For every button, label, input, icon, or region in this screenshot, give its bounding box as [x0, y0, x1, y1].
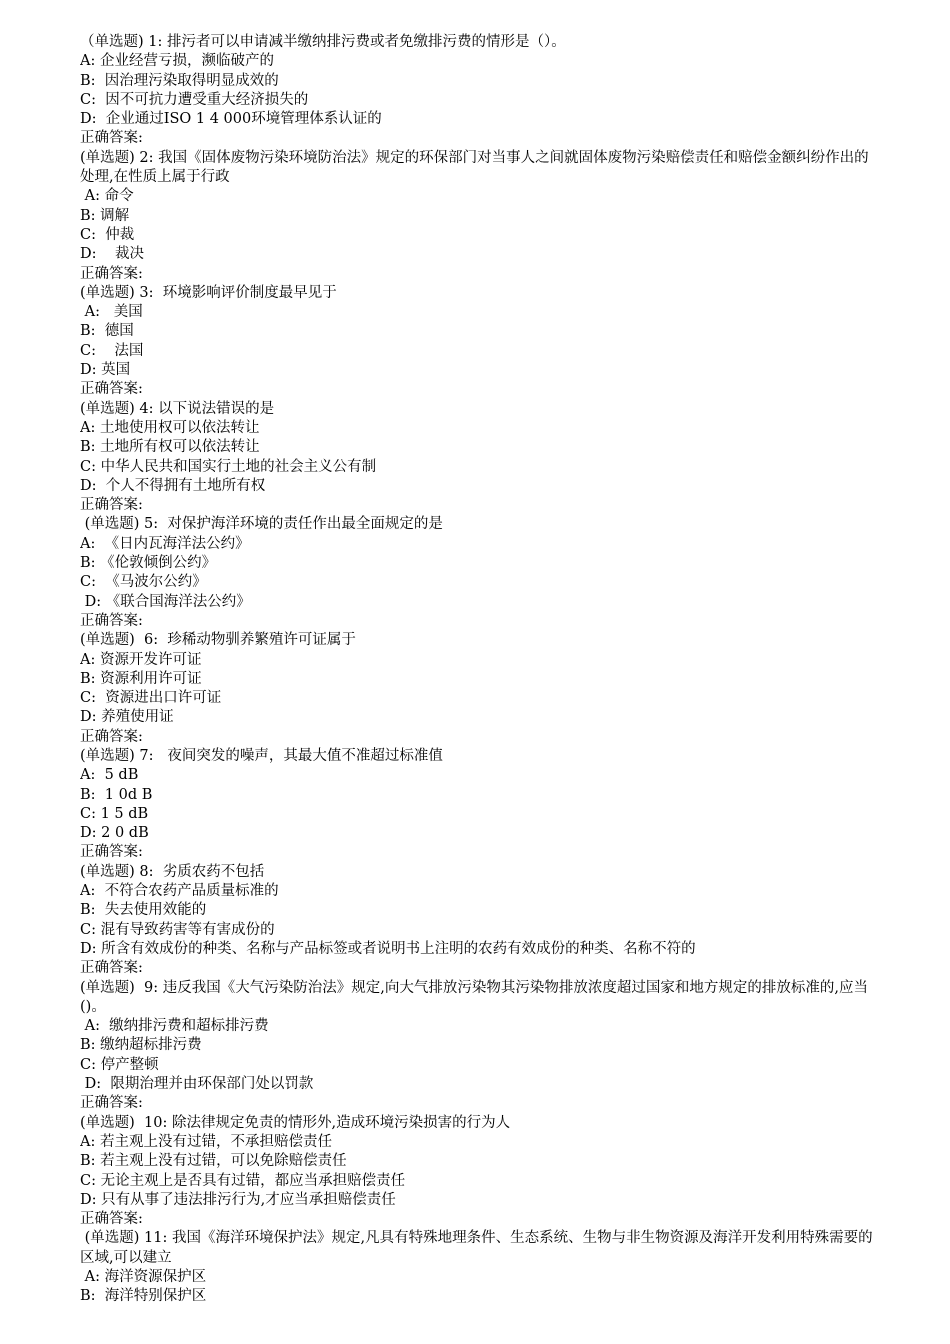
option-b: B: 德国: [80, 323, 134, 340]
option-c: C: 仲裁: [80, 226, 135, 243]
option-a: A: 不符合农药产品质量标准的: [80, 883, 279, 900]
question-block: [80, 33, 880, 149]
answer-label: 正确答案:: [80, 265, 143, 282]
option-c: C: 1 5 dB: [80, 805, 149, 822]
question-block: [80, 1229, 880, 1306]
answer-label: 正确答案:: [80, 1095, 143, 1112]
option-b: B: 调解: [80, 207, 130, 224]
question-stem: （单选题) 1: 排污者可以申请减半缴纳排污费或者免缴排污费的情形是（）。: [80, 34, 566, 50]
option-b: B: 缴纳超标排污费: [80, 1037, 202, 1054]
answer-label: 正确答案:: [80, 844, 143, 861]
option-d: D: 2 0 dB: [80, 825, 149, 842]
answer-label: 正确答案:: [80, 612, 143, 629]
option-b: B: 《伦敦倾倒公约》: [80, 555, 217, 572]
question-stem: (单选题) 5: 对保护海洋环境的责任作出最全面规定的是: [80, 516, 443, 533]
option-a: A: 土地使用权可以依法转让: [80, 419, 260, 436]
question-block: [80, 149, 880, 284]
option-b: B: 海洋特别保护区: [80, 1288, 207, 1305]
option-a: A: 缴纳排污费和超标排污费: [80, 1018, 269, 1035]
question-stem: (单选题) 9: 违反我国《大气污染防治法》规定,向大气排放污染物其污染物排放浓度超过国家和地方规定的排放标准的,应当()。: [80, 979, 868, 1015]
answer-label: 正确答案:: [80, 381, 143, 398]
option-b: B: 因治理污染取得明显成效的: [80, 72, 279, 89]
answer-label: 正确答案:: [80, 130, 143, 147]
answer-label: 正确答案:: [80, 497, 143, 514]
question-stem: (单选题) 7: 夜间突发的噪声，其最大值不准超过标准值: [80, 747, 443, 764]
question-stem: (单选题) 8: 劣质农药不包括: [80, 863, 265, 880]
option-c: C: 停产整顿: [80, 1056, 159, 1073]
exam-document: [80, 33, 880, 1307]
option-b: B: 失去使用效能的: [80, 902, 207, 919]
option-d: D: 所含有效成份的种类、名称与产品标签或者说明书上注明的农药有效成份的种类、名称不符的: [80, 940, 696, 957]
option-a: A: 5 dB: [80, 767, 139, 784]
option-a: A: 企业经营亏损，濒临破产的: [80, 53, 274, 70]
option-c: C: 中华人民共和国实行土地的社会主义公有制: [80, 458, 377, 475]
option-d: D: 企业通过ISO 1 4 000环境管理体系认证的: [80, 111, 382, 128]
question-stem: (单选题) 3: 环境影响评价制度最早见于: [80, 284, 337, 301]
option-c: C: 《马波尔公约》: [80, 574, 207, 591]
question-stem: (单选题) 6: 珍稀动物驯养繁殖许可证属于: [80, 632, 356, 649]
option-c: C: 混有导致药害等有害成份的: [80, 921, 275, 938]
option-b: B: 1 0d B: [80, 786, 153, 803]
question-block: [80, 515, 880, 631]
option-c: C: 无论主观上是否具有过错，都应当承担赔偿责任: [80, 1172, 406, 1189]
question-block: [80, 1114, 880, 1230]
question-block: [80, 747, 880, 863]
question-block: [80, 400, 880, 516]
option-d: D: 英国: [80, 362, 131, 379]
question-stem: (单选题) 2: 我国《固体废物污染环境防治法》规定的环保部门对当事人之间就固体废物污染赔偿责任和赔偿金额纠纷作出的处理,在性质上属于行政: [80, 149, 869, 186]
answer-label: 正确答案:: [80, 728, 143, 745]
option-a: A: 《日内瓦海洋法公约》: [80, 535, 250, 552]
question-stem: (单选题) 11: 我国《海洋环境保护法》规定,凡具有特殊地理条件、生态系统、生物与非生物资源及海洋开发利用特殊需要的区域,可以建立: [80, 1230, 873, 1266]
option-a: A: 若主观上没有过错，不承担赔偿责任: [80, 1133, 332, 1150]
option-c: C: 法国: [80, 342, 144, 359]
option-a: A: 海洋资源保护区: [80, 1269, 207, 1285]
question-stem: (单选题) 10: 除法律规定免责的情形外,造成环境污染损害的行为人: [80, 1114, 511, 1131]
question-block: [80, 979, 880, 1114]
option-b: B: 土地所有权可以依法转让: [80, 439, 260, 456]
option-c: C: 因不可抗力遭受重大经济损失的: [80, 91, 309, 108]
option-a: A: 美国: [80, 304, 143, 321]
answer-label: 正确答案:: [80, 960, 143, 977]
question-block: [80, 631, 880, 747]
option-c: C: 资源进出口许可证: [80, 690, 222, 707]
option-a: A: 命令: [80, 188, 134, 205]
option-a: A: 资源开发许可证: [80, 651, 202, 668]
option-d: D: 养殖使用证: [80, 709, 174, 726]
option-d: D: 限期治理并由环保部门处以罚款: [80, 1076, 314, 1093]
answer-label: 正确答案:: [80, 1211, 143, 1228]
option-d: D: 个人不得拥有土地所有权: [80, 477, 266, 494]
option-b: B: 资源利用许可证: [80, 670, 202, 687]
question-block: [80, 284, 880, 400]
question-block: [80, 863, 880, 979]
option-d: D: 裁决: [80, 246, 144, 263]
option-d: D: 只有从事了违法排污行为,才应当承担赔偿责任: [80, 1191, 396, 1208]
option-d: D: 《联合国海洋法公约》: [80, 593, 251, 610]
question-stem: (单选题) 4: 以下说法错误的是: [80, 400, 275, 417]
option-b: B: 若主观上没有过错，可以免除赔偿责任: [80, 1153, 347, 1170]
